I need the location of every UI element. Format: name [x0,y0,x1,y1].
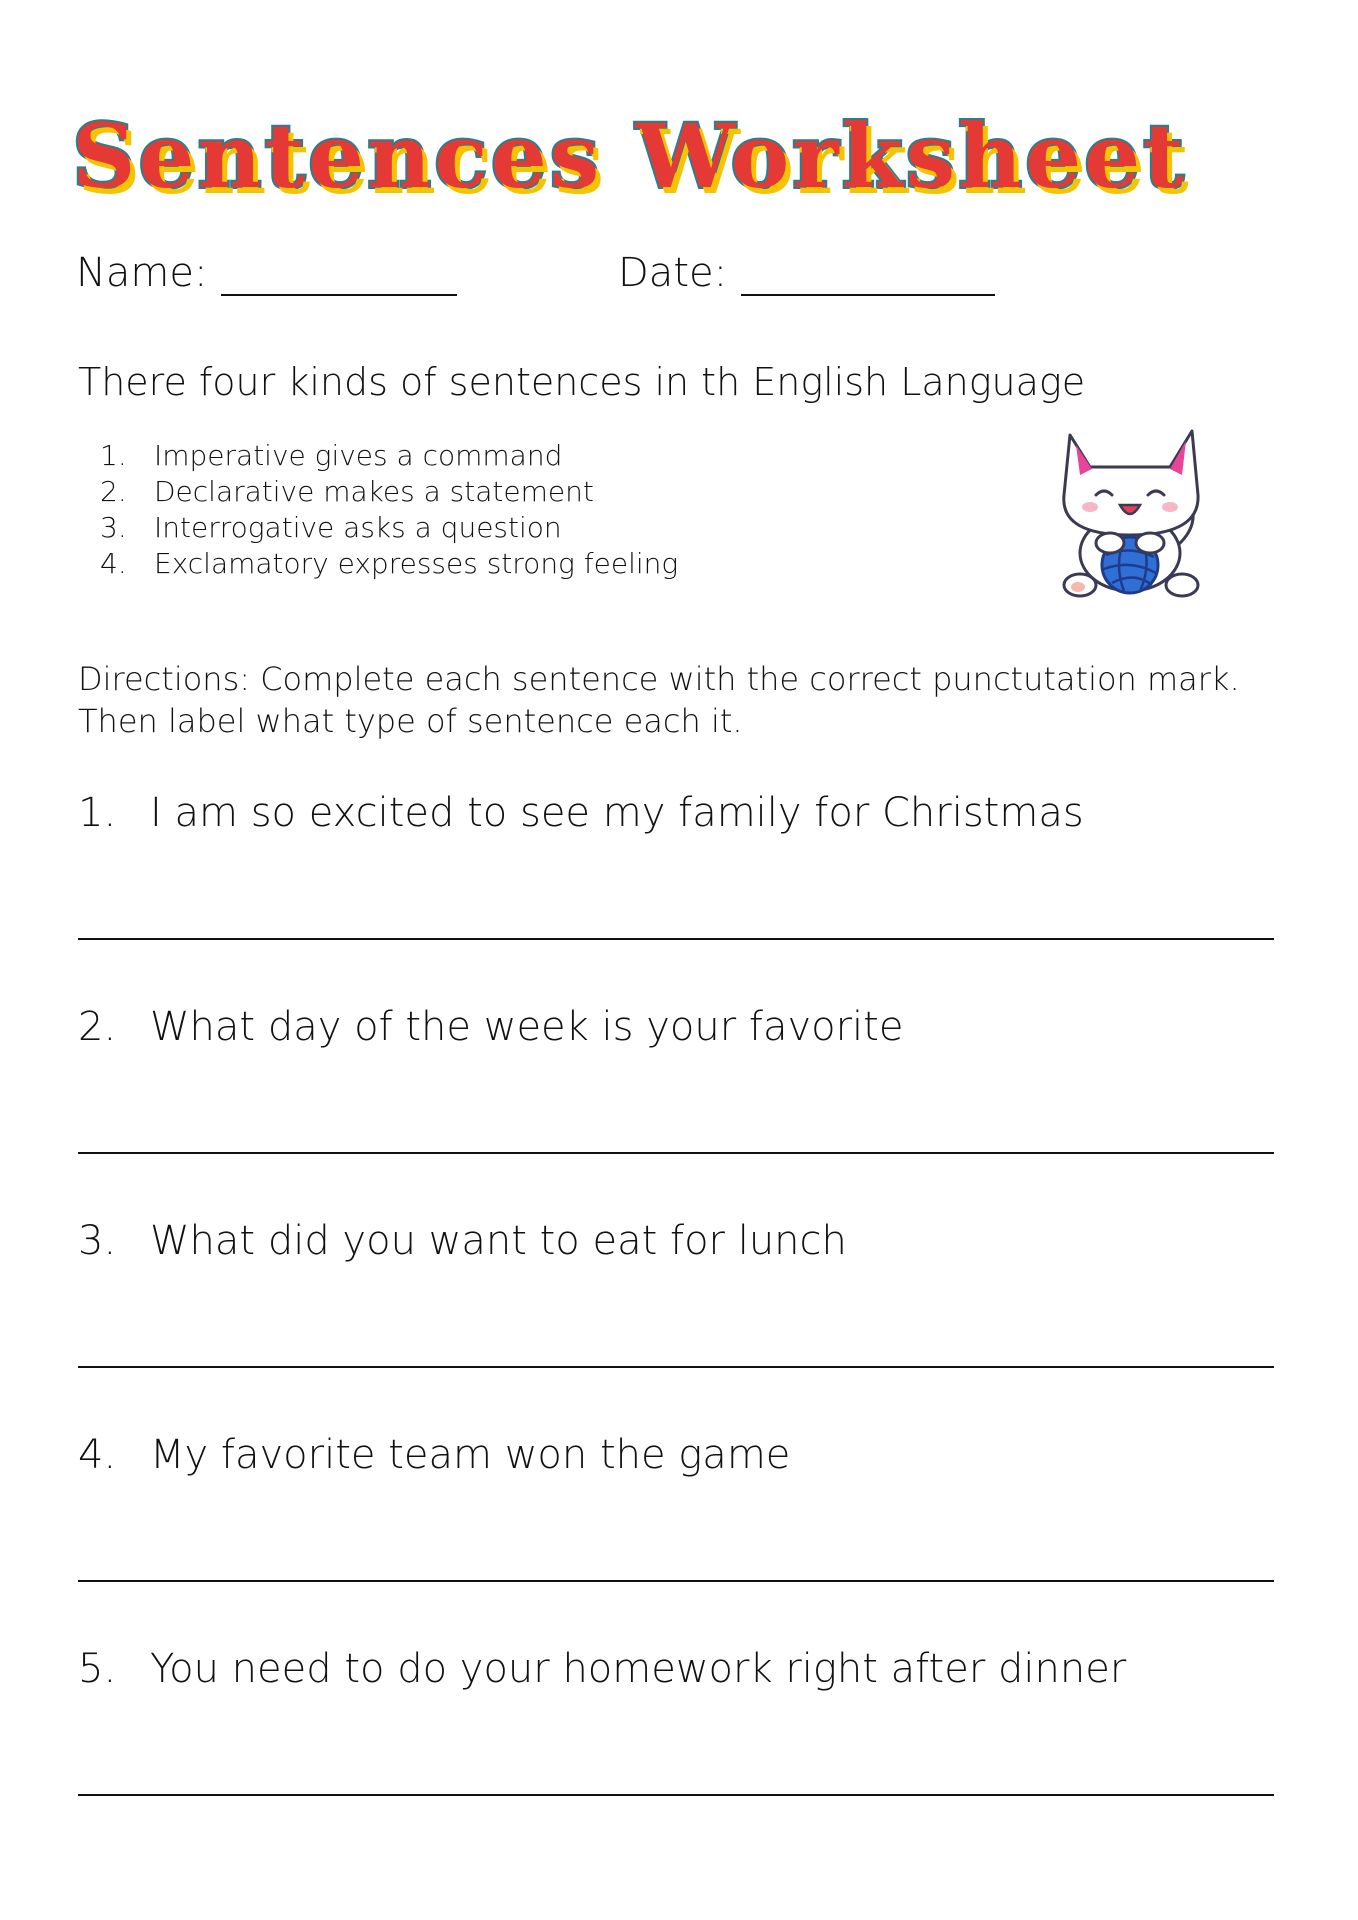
list-item [100,546,678,582]
list-item [100,510,678,546]
intro-text: There four kinds of sentences in th English Language [78,360,1086,404]
answer-line[interactable] [78,938,1274,940]
list-number: 3. [100,511,127,544]
list-item [100,474,678,510]
list-text: Interrogative asks a question [154,511,562,544]
directions-text: Directions: Complete each sentence with the correct punctutation mark. Then label what type of sentence each it. [78,660,1240,740]
list-text: Declarative makes a statement [154,475,594,508]
answer-line[interactable] [78,1794,1274,1796]
question-item [78,1218,847,1264]
list-number: 4. [100,547,127,580]
question-item [78,1646,1126,1692]
question-text: You need to do your homework right after dinner [150,1646,1127,1692]
question-number: 2. [78,1004,117,1050]
question-item [78,790,1084,836]
answer-line[interactable] [78,1580,1274,1582]
question-text: My favorite team won the game [150,1432,791,1478]
date-label: Date: [618,250,728,296]
list-number: 1. [100,439,127,472]
question-text: What day of the week is your favorite [150,1004,904,1050]
list-text: Imperative gives a command [154,439,563,472]
question-item [78,1004,903,1050]
name-label: Name: [76,250,208,296]
question-item [78,1432,790,1478]
worksheet-title: Sentences Worksheet [72,104,1187,208]
question-number: 1. [78,790,117,836]
question-text: What did you want to eat for lunch [150,1218,847,1264]
answer-line[interactable] [78,1152,1274,1154]
name-field [76,248,457,296]
question-number: 3. [78,1218,117,1264]
answer-line[interactable] [78,1366,1274,1368]
question-number: 4. [78,1432,117,1478]
sentence-kinds-list [100,438,678,582]
cat-with-yarn-illustration [1050,405,1210,601]
list-number: 2. [100,475,127,508]
question-number: 5. [78,1646,117,1692]
list-item [100,438,678,474]
date-field [618,248,995,296]
question-text: I am so excited to see my family for Christmas [150,790,1084,836]
list-text: Exclamatory expresses strong feeling [154,547,679,580]
date-blank[interactable] [741,248,995,296]
name-blank[interactable] [221,248,457,296]
